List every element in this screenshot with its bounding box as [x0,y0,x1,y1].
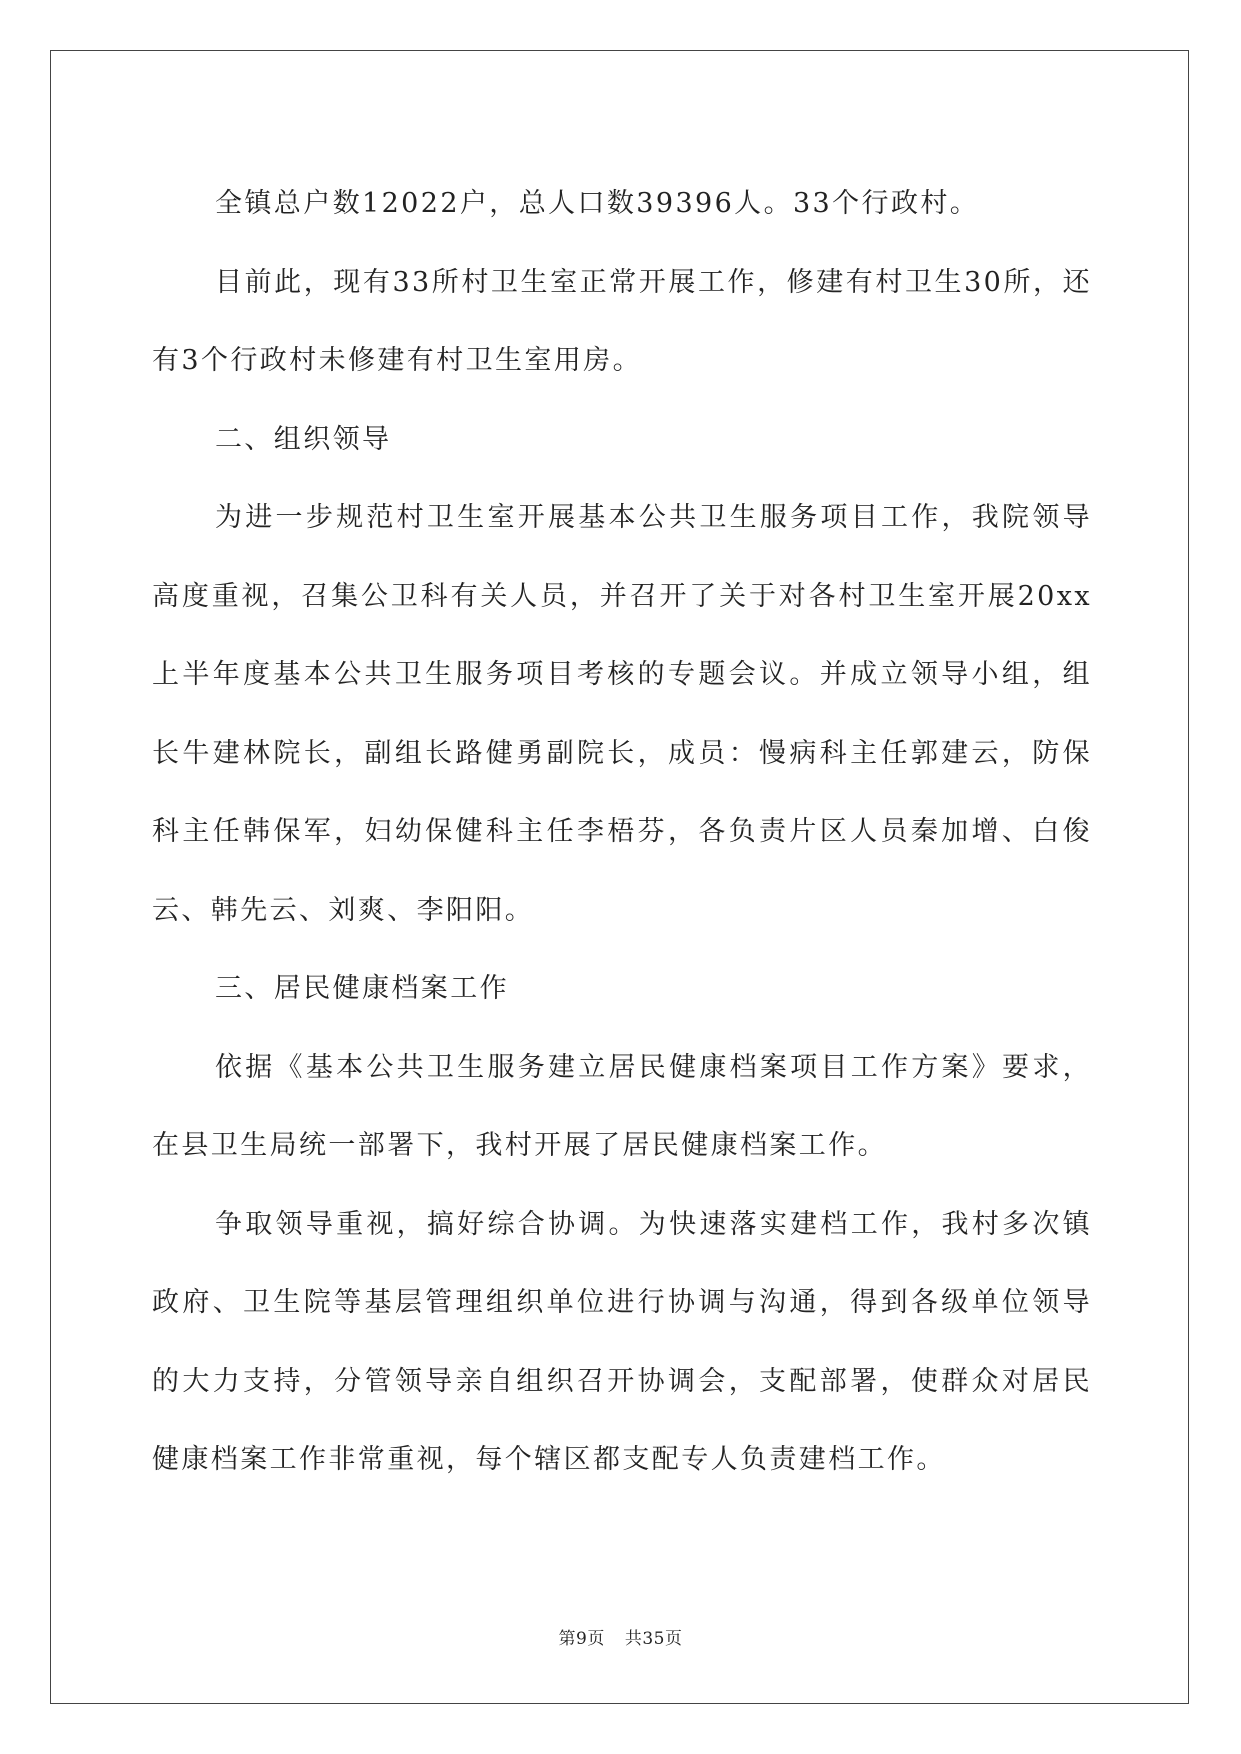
page-count: 共35页 [624,1629,683,1649]
page-number: 第9页 [558,1629,605,1649]
paragraph-leadership: 为进一步规范村卫生室开展基本公共卫生服务项目工作，我院领导高度重视，召集公卫科有关人员，并召开了关于对各村卫生室开展20xx上半年度基本公共卫生服务项目考核的专题会议。并成立领导小组，组长牛建林院长，副组长路健勇副院长，成员：慢病科主任郭建云，防保科主任韩保军，妇幼保健科主任李梧芬，各负责片区人员秦加增、白俊云、韩先云、刘爽、李阳阳。 [152,502,1092,926]
paragraph-coordination: 争取领导重视，搞好综合协调。为快速落实建档工作，我村多次镇政府、卫生院等基层管理组织单位进行协调与沟通，得到各级单位领导的大力支持，分管领导亲自组织召开协调会，支配部署，使群众对居民健康档案工作非常重视，每个辖区都支配专人负责建档工作。 [152,1208,1092,1475]
paragraph-clinic-status: 目前此，现有33所村卫生室正常开展工作，修建有村卫生30所，还有3个行政村未修建有村卫生室用房。 [152,266,1092,376]
section-heading-organization: 二、组织领导 [215,423,392,455]
document-body [152,165,1092,1500]
section-heading-health-records: 三、居民健康档案工作 [215,973,509,1004]
paragraph-population: 全镇总户数12022户，总人口数39396人。33个行政村。 [215,188,980,219]
page-footer [0,1624,1241,1649]
paragraph-records-basis: 依据《基本公共卫生服务建立居民健康档案项目工作方案》要求，在县卫生局统一部署下，我村开展了居民健康档案工作。 [152,1051,1092,1161]
